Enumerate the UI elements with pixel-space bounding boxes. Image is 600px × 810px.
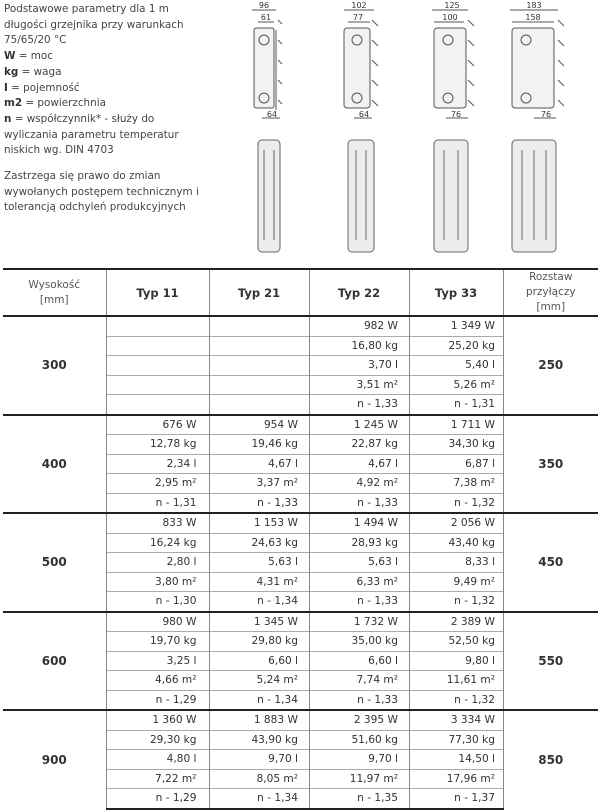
- value-cell: [209, 710, 309, 730]
- value-cell: [409, 632, 503, 652]
- value-text: 3,51 m²: [356, 378, 398, 391]
- value-text: 1 349 W: [450, 320, 495, 333]
- table-row: [3, 415, 598, 435]
- dim-bottom: 64: [358, 110, 370, 119]
- value-cell: [106, 493, 209, 513]
- value-text: 43,90 kg: [251, 733, 298, 746]
- value-cell: [309, 435, 409, 455]
- value-cell: [209, 612, 309, 632]
- value-cell: [106, 336, 209, 356]
- value-cell: [106, 651, 209, 671]
- value-cell: [106, 572, 209, 592]
- value-cell: [309, 454, 409, 474]
- value-cell: [409, 710, 503, 730]
- table-row: [3, 513, 598, 533]
- value-cell: [106, 671, 209, 691]
- value-cell: [409, 612, 503, 632]
- value-text: 3,25 l: [166, 654, 197, 667]
- intro-line: niskich wg. DIN 4703: [4, 144, 114, 157]
- value-cell: [409, 750, 503, 770]
- value-cell: [409, 572, 503, 592]
- spacing-cell: 350: [503, 415, 598, 514]
- value-text: 35,00 kg: [351, 635, 398, 648]
- note-line: tolerancją odchyleń produkcyjnych: [4, 201, 186, 214]
- value-cell: [106, 375, 209, 395]
- value-cell: [106, 789, 209, 809]
- value-cell: [106, 513, 209, 533]
- value-text: 3,70 l: [368, 359, 398, 372]
- value-cell: [209, 375, 309, 395]
- value-text: n - 1,29: [155, 693, 197, 706]
- value-text: n - 1,33: [257, 496, 298, 509]
- height-cell: 300: [3, 316, 106, 415]
- value-text: 5,24 m²: [256, 674, 298, 687]
- radiator-side-profiles: [252, 1, 564, 119]
- value-text: 16,24 kg: [149, 536, 197, 549]
- value-text: 9,80 l: [465, 654, 495, 667]
- value-cell: [409, 533, 503, 553]
- value-text: 2,95 m²: [154, 477, 197, 490]
- value-text: 17,96 m²: [446, 772, 495, 785]
- value-text: 2 389 W: [450, 615, 495, 628]
- value-text: 2,80 l: [166, 556, 197, 569]
- spacing-cell: 250: [503, 316, 598, 415]
- value-text: n - 1,37: [454, 792, 495, 805]
- value-text: 1 883 W: [253, 714, 298, 727]
- value-cell: [106, 533, 209, 553]
- value-text: 25,20 kg: [448, 339, 495, 352]
- value-text: n - 1,34: [257, 595, 298, 608]
- value-text: 4,31 m²: [256, 575, 298, 588]
- value-text: 3,80 m²: [154, 575, 197, 588]
- col-header-spacing: Rozstaw przyłączy [mm]: [503, 269, 598, 316]
- legend-m2: m2 = powierzchnia: [4, 97, 106, 110]
- value-cell: [309, 553, 409, 573]
- value-text: 1 360 W: [152, 714, 197, 727]
- value-text: n - 1,33: [357, 595, 398, 608]
- spec-table: [3, 268, 598, 810]
- value-cell: [209, 336, 309, 356]
- value-cell: [309, 395, 409, 415]
- value-cell: [309, 493, 409, 513]
- value-cell: [106, 710, 209, 730]
- value-text: 6,87 l: [465, 457, 495, 470]
- value-cell: [309, 651, 409, 671]
- value-text: 16,80 kg: [351, 339, 398, 352]
- spacing-cell: 550: [503, 612, 598, 711]
- value-cell: [409, 356, 503, 376]
- value-cell: [106, 395, 209, 415]
- value-text: 954 W: [263, 418, 298, 431]
- dim-sub: 77: [352, 13, 364, 22]
- value-text: n - 1,31: [155, 496, 197, 509]
- dim-top: 183: [526, 1, 542, 10]
- value-text: 24,63 kg: [251, 536, 298, 549]
- value-cell: [309, 356, 409, 376]
- value-cell: [209, 316, 309, 336]
- value-text: 9,49 m²: [453, 575, 495, 588]
- value-text: 5,26 m²: [453, 378, 495, 391]
- value-cell: [209, 356, 309, 376]
- value-text: 5,63 l: [368, 556, 398, 569]
- value-text: 11,61 m²: [446, 674, 495, 687]
- value-text: n - 1,33: [357, 496, 398, 509]
- value-text: 1 345 W: [253, 615, 298, 628]
- dim-top: 96: [258, 1, 270, 10]
- value-text: 7,38 m²: [453, 477, 495, 490]
- value-cell: [309, 612, 409, 632]
- value-cell: [106, 415, 209, 435]
- value-cell: [409, 415, 503, 435]
- value-cell: [209, 533, 309, 553]
- value-text: 51,60 kg: [351, 733, 398, 746]
- value-text: 6,60 l: [368, 654, 398, 667]
- value-text: n - 1,32: [454, 496, 495, 509]
- legend-n: n = współczynnik* - służy do: [4, 112, 155, 125]
- dim-bottom: 76: [450, 110, 462, 119]
- value-text: 28,93 kg: [351, 536, 398, 549]
- value-cell: [409, 375, 503, 395]
- value-text: 6,60 l: [268, 654, 298, 667]
- spacing-cell: 850: [503, 710, 598, 809]
- value-cell: [409, 671, 503, 691]
- value-text: 52,50 kg: [448, 635, 495, 648]
- value-cell: [209, 395, 309, 415]
- value-cell: [106, 612, 209, 632]
- value-cell: [209, 553, 309, 573]
- value-cell: [309, 415, 409, 435]
- value-text: 29,80 kg: [251, 635, 298, 648]
- value-text: 8,33 l: [465, 556, 495, 569]
- dim-sub: 158: [525, 13, 541, 22]
- value-text: 43,40 kg: [448, 536, 495, 549]
- value-text: n - 1,33: [357, 693, 398, 706]
- value-text: 5,63 l: [268, 556, 298, 569]
- value-cell: [309, 316, 409, 336]
- value-cell: [309, 690, 409, 710]
- dim-bottom: 64: [266, 110, 278, 119]
- value-text: 77,30 kg: [448, 733, 495, 746]
- value-cell: [209, 789, 309, 809]
- value-text: n - 1,31: [454, 398, 495, 411]
- value-text: 3,37 m²: [256, 477, 298, 490]
- value-text: 11,97 m²: [349, 772, 398, 785]
- value-text: n - 1,35: [357, 792, 398, 805]
- value-cell: [106, 454, 209, 474]
- value-cell: [409, 336, 503, 356]
- value-cell: [209, 572, 309, 592]
- value-cell: [209, 493, 309, 513]
- table-row: [3, 316, 598, 336]
- table-header-row: [3, 269, 598, 316]
- value-text: 9,70 l: [268, 753, 298, 766]
- value-text: 982 W: [363, 320, 398, 333]
- value-cell: [209, 750, 309, 770]
- value-cell: [309, 710, 409, 730]
- value-cell: [409, 690, 503, 710]
- value-text: 22,87 kg: [351, 438, 398, 451]
- dim-bottom: 76: [540, 110, 552, 119]
- value-text: 8,05 m²: [256, 772, 298, 785]
- value-cell: [409, 493, 503, 513]
- intro-line: 75/65/20 °C: [4, 34, 67, 47]
- value-cell: [409, 395, 503, 415]
- legend-w: W = moc: [4, 50, 53, 63]
- value-cell: [309, 789, 409, 809]
- note-line: wywołanych postępem technicznym i: [4, 185, 199, 198]
- value-text: 2 056 W: [450, 517, 495, 530]
- value-cell: [409, 651, 503, 671]
- value-text: 1 494 W: [353, 517, 398, 530]
- radiator-diagrams: [0, 0, 600, 262]
- value-cell: [409, 789, 503, 809]
- value-cell: [409, 316, 503, 336]
- value-text: n - 1,30: [155, 595, 197, 608]
- value-cell: [106, 356, 209, 376]
- value-cell: [209, 592, 309, 612]
- value-cell: [106, 474, 209, 494]
- height-cell: 600: [3, 612, 106, 711]
- value-cell: [309, 474, 409, 494]
- value-cell: [209, 651, 309, 671]
- value-text: 980 W: [162, 615, 197, 628]
- value-cell: [209, 415, 309, 435]
- value-cell: [106, 750, 209, 770]
- col-header-typ33: Typ 33: [409, 269, 503, 316]
- value-text: 14,50 l: [458, 753, 495, 766]
- value-cell: [209, 474, 309, 494]
- value-text: 7,74 m²: [356, 674, 398, 687]
- value-cell: [209, 435, 309, 455]
- value-text: 12,78 kg: [149, 438, 197, 451]
- value-cell: [309, 750, 409, 770]
- value-cell: [309, 572, 409, 592]
- value-text: 6,33 m²: [356, 575, 398, 588]
- value-cell: [409, 474, 503, 494]
- value-text: 7,22 m²: [154, 772, 197, 785]
- value-text: n - 1,33: [357, 398, 398, 411]
- value-text: 9,70 l: [368, 753, 398, 766]
- dim-top: 125: [444, 1, 460, 10]
- radiator-front-sections: [258, 140, 556, 252]
- value-cell: [309, 375, 409, 395]
- value-cell: [409, 592, 503, 612]
- value-cell: [106, 435, 209, 455]
- value-cell: [209, 690, 309, 710]
- value-cell: [106, 316, 209, 336]
- value-text: n - 1,34: [257, 792, 298, 805]
- intro-line: Podstawowe parametry dla 1 m: [4, 3, 169, 15]
- col-header-typ21: Typ 21: [209, 269, 309, 316]
- value-text: 4,92 m²: [356, 477, 398, 490]
- value-cell: [309, 592, 409, 612]
- value-cell: [409, 553, 503, 573]
- value-text: 4,67 l: [268, 457, 298, 470]
- value-cell: [106, 592, 209, 612]
- value-cell: [409, 730, 503, 750]
- value-cell: [209, 513, 309, 533]
- value-cell: [309, 671, 409, 691]
- value-text: n - 1,32: [454, 595, 495, 608]
- value-text: 19,70 kg: [149, 635, 197, 648]
- value-text: 676 W: [162, 418, 197, 431]
- height-cell: 900: [3, 710, 106, 809]
- value-cell: [209, 769, 309, 789]
- value-cell: [309, 632, 409, 652]
- col-header-typ11: Typ 11: [106, 269, 209, 316]
- value-text: 4,66 m²: [154, 674, 197, 687]
- legend-i: I = pojemność: [4, 81, 80, 94]
- table-row: [3, 710, 598, 730]
- value-text: n - 1,29: [155, 792, 197, 805]
- value-text: 1 245 W: [353, 418, 398, 431]
- intro-line: długości grzejnika przy warunkach: [4, 18, 184, 31]
- value-text: 2,34 l: [166, 457, 197, 470]
- value-cell: [309, 769, 409, 789]
- value-cell: [209, 730, 309, 750]
- dim-sub: 100: [442, 13, 458, 22]
- value-cell: [106, 690, 209, 710]
- height-cell: 400: [3, 415, 106, 514]
- value-cell: [409, 454, 503, 474]
- value-cell: [409, 513, 503, 533]
- spacing-cell: 450: [503, 513, 598, 612]
- dim-sub: 61: [260, 13, 272, 22]
- col-header-height: Wysokość [mm]: [3, 269, 106, 316]
- height-cell: 500: [3, 513, 106, 612]
- value-text: 1 711 W: [450, 418, 495, 431]
- value-cell: [106, 632, 209, 652]
- value-cell: [409, 769, 503, 789]
- value-cell: [106, 769, 209, 789]
- value-text: 2 395 W: [353, 714, 398, 727]
- value-cell: [409, 435, 503, 455]
- value-text: 3 334 W: [450, 714, 495, 727]
- value-cell: [309, 730, 409, 750]
- value-text: 4,80 l: [166, 753, 197, 766]
- table-row: [3, 612, 598, 632]
- value-text: 19,46 kg: [251, 438, 298, 451]
- value-cell: [309, 533, 409, 553]
- value-text: n - 1,34: [257, 693, 298, 706]
- legend-kg: kg = waga: [4, 65, 62, 78]
- note-line: Zastrzega się prawo do zmian: [4, 170, 161, 183]
- col-header-typ22: Typ 22: [309, 269, 409, 316]
- value-text: 1 153 W: [253, 517, 298, 530]
- value-cell: [209, 632, 309, 652]
- value-cell: [209, 671, 309, 691]
- value-text: 34,30 kg: [448, 438, 495, 451]
- value-text: 4,67 l: [368, 457, 398, 470]
- value-cell: [309, 513, 409, 533]
- value-text: 833 W: [162, 517, 197, 530]
- value-cell: [106, 553, 209, 573]
- value-text: 5,40 l: [465, 359, 495, 372]
- intro-line: wyliczania parametru temperatur: [4, 128, 179, 141]
- value-cell: [209, 454, 309, 474]
- value-text: 29,30 kg: [149, 733, 197, 746]
- value-text: n - 1,32: [454, 693, 495, 706]
- value-cell: [309, 336, 409, 356]
- value-cell: [106, 730, 209, 750]
- value-text: 1 732 W: [353, 615, 398, 628]
- dim-top: 102: [351, 1, 367, 10]
